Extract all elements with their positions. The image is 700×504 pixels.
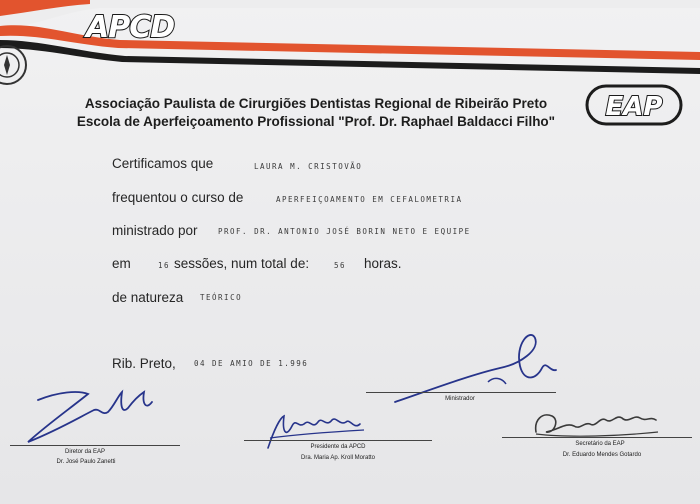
president-signature	[260, 408, 380, 460]
taught-label: ministrado por	[112, 223, 198, 238]
director-signature-line	[10, 445, 180, 446]
association-name: Associação Paulista de Cirurgiões Dentistas Regional de Ribeirão Preto	[84, 96, 548, 111]
eap-logo-text: EAP	[605, 92, 663, 122]
director-signature	[18, 380, 188, 450]
apcd-logo: APCD	[86, 10, 175, 45]
president-name: Dra. Maria Ap. Kroll Moratto	[300, 455, 376, 461]
director-name: Dr. José Paulo Zanetti	[56, 459, 116, 465]
nature-value: TEÓRICO	[200, 293, 243, 302]
instructor-name: PROF. DR. ANTONIO JOSÉ BORIN NETO E EQUIPE	[218, 227, 471, 236]
in-label: em	[112, 256, 131, 271]
hours-label: horas.	[364, 256, 402, 271]
secretary-name: Dr. Eduardo Mendes Gotardo	[562, 452, 642, 458]
school-name: Escola de Aperfeiçoamento Profissional "Prof. Dr. Raphael Baldacci Filho"	[76, 114, 556, 129]
certify-label: Certificamos que	[112, 156, 214, 171]
president-title: Presidente da APCD	[310, 444, 366, 450]
minister-signature-line	[366, 392, 556, 393]
sessions-count: 16	[158, 261, 171, 270]
apcd-seal-icon	[0, 44, 28, 86]
hours-count: 56	[334, 261, 347, 270]
issue-date: 04 DE AMIO DE 1.996	[194, 359, 309, 368]
secretary-signature-line	[502, 437, 692, 438]
nature-label: de natureza	[112, 290, 184, 305]
secretary-title: Secretário da EAP	[575, 441, 625, 447]
student-name: LAURA M. CRISTOVÃO	[254, 162, 363, 171]
place-label: Rib. Preto,	[112, 356, 176, 371]
course-label: frequentou o curso de	[112, 190, 244, 205]
minister-title: Ministrador	[445, 396, 475, 402]
minister-signature	[390, 320, 570, 410]
sessions-label: sessões, num total de:	[174, 256, 310, 271]
director-title: Diretor da EAP	[64, 449, 106, 455]
president-signature-line	[244, 440, 432, 441]
eap-logo	[584, 82, 684, 128]
course-name: APERFEIÇOAMENTO EM CEFALOMETRIA	[276, 195, 463, 204]
